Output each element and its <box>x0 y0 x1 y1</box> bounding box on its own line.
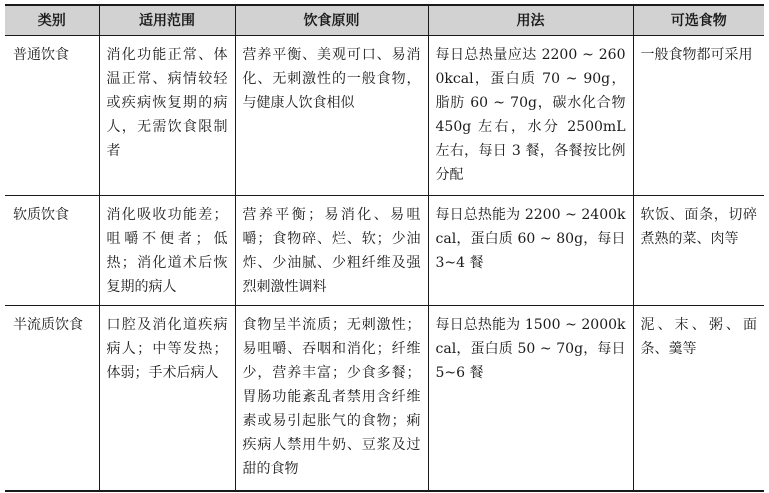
header-scope: 适用范围 <box>99 5 235 35</box>
cell-scope: 口腔及消化道疾病病人；中等发热；体弱；手术后病人 <box>99 305 235 491</box>
header-foods: 可选食物 <box>633 5 764 35</box>
cell-usage: 每日总热能为 1500 ~ 2000kcal，蛋白质 50 ~ 70g，每日 5~6 餐 <box>428 305 633 491</box>
cell-principle: 营养平衡、美观可口、易消化、无刺激性的一般食物，与健康人饮食相似 <box>235 35 428 195</box>
cell-usage: 每日总热能为 2200 ~ 2400kcal，蛋白质 60 ~ 80g，每日 3~4 餐 <box>428 195 633 305</box>
cell-scope: 消化吸收功能差；咀嚼不便者；低热；消化道术后恢复期的病人 <box>99 195 235 305</box>
table-row <box>5 305 764 491</box>
cell-foods: 一般食物都可采用 <box>633 35 764 195</box>
cell-principle: 食物呈半流质；无刺激性；易咀嚼、吞咽和消化；纤维少，营养丰富；少食多餐；胃肠功能紊乱者禁用含纤维素或易引起胀气的食物；痢疾病人禁用牛奶、豆浆及过甜的食物 <box>235 305 428 491</box>
header-row <box>5 5 764 35</box>
table-row <box>5 35 764 195</box>
cell-principle: 营养平衡；易消化、易咀嚼；食物碎、烂、软；少油炸、少油腻、少粗纤维及强烈刺激性调料 <box>235 195 428 305</box>
table-row <box>5 195 764 305</box>
header-category: 类别 <box>5 5 99 35</box>
diet-table <box>5 4 764 492</box>
table-body <box>5 35 764 491</box>
cell-scope: 消化功能正常、体温正常、病情较轻或疾病恢复期的病人，无需饮食限制者 <box>99 35 235 195</box>
cell-foods: 泥、末、粥、面条、羹等 <box>633 305 764 491</box>
header-usage: 用法 <box>428 5 633 35</box>
cell-category: 普通饮食 <box>5 35 99 195</box>
table-header <box>5 5 764 35</box>
cell-foods: 软饭、面条，切碎煮熟的菜、肉等 <box>633 195 764 305</box>
cell-category: 软质饮食 <box>5 195 99 305</box>
cell-usage: 每日总热量应达 2200 ~ 2600kcal，蛋白质 70 ~ 90g，脂肪 60 ~ 70g，碳水化合物 450g 左右，水分 2500mL 左右，每日 3 餐，各餐按比例分配 <box>428 35 633 195</box>
cell-category: 半流质饮食 <box>5 305 99 491</box>
header-principle: 饮食原则 <box>235 5 428 35</box>
